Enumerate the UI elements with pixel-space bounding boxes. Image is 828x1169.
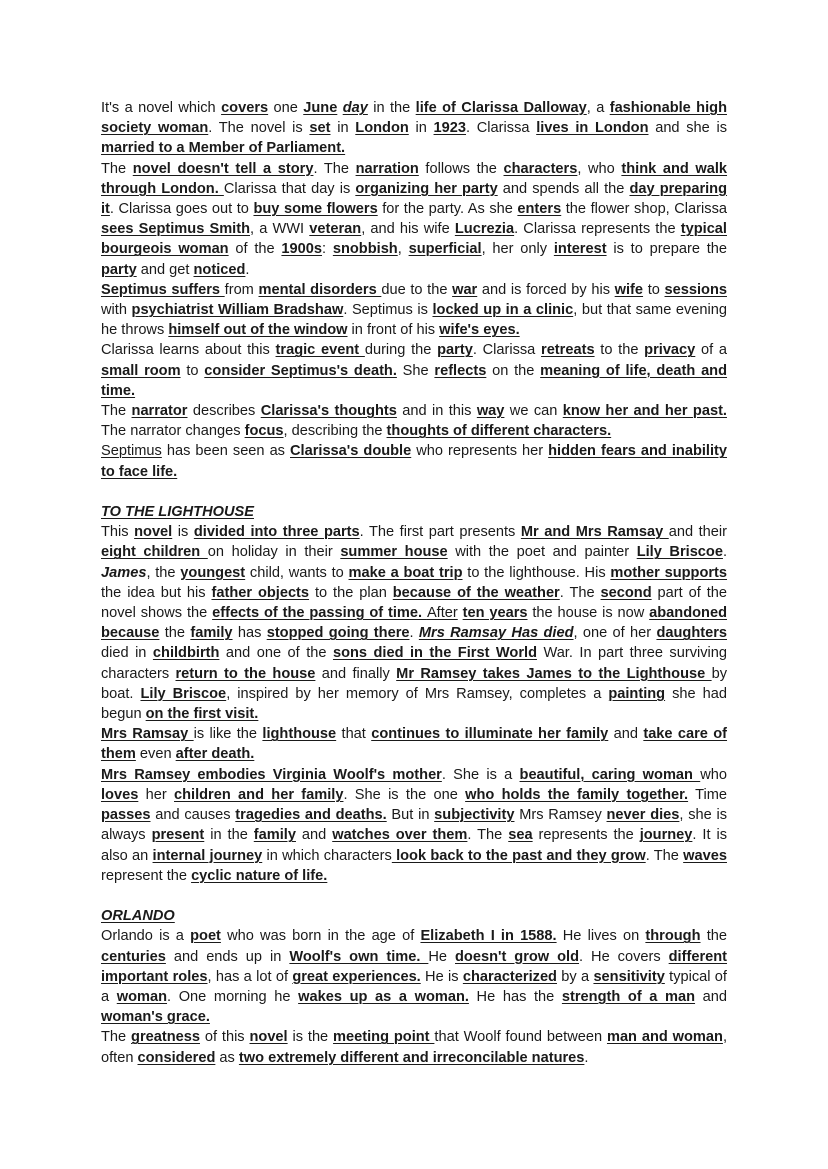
text-run: the — [700, 928, 727, 945]
paragraph — [101, 926, 727, 1027]
emphasized-text: buy some flowers — [253, 201, 378, 218]
emphasized-text: make a boat trip — [348, 564, 463, 581]
emphasized-text: wife's eyes. — [439, 322, 520, 339]
emphasized-text: through — [645, 928, 701, 945]
text-run: . The — [313, 160, 356, 177]
emphasized-text: internal journey — [152, 847, 263, 864]
emphasized-text: subjectivity — [434, 807, 515, 824]
text-run: and is forced by his — [477, 281, 615, 298]
text-run: But in — [386, 807, 435, 824]
emphasized-text: 1900s — [281, 241, 323, 258]
emphasized-text: return to the house — [175, 665, 316, 682]
emphasized-text: family — [190, 625, 233, 642]
text-run: who — [700, 766, 727, 783]
emphasized-text: veteran — [309, 221, 362, 238]
emphasized-text: covers — [221, 100, 269, 116]
text-run: has been seen as — [161, 443, 290, 460]
emphasized-text: reflects — [434, 362, 487, 379]
emphasized-text: novel — [249, 1029, 288, 1046]
text-run: It's a novel which — [101, 100, 222, 116]
emphasized-text: father objects — [211, 584, 310, 601]
emphasized-text: Mrs Ramsey embodies Virginia Woolf's mother — [101, 766, 442, 783]
text-run: the house is now — [527, 605, 650, 622]
emphasized-text: narrator — [131, 403, 188, 420]
text-run: and ends up in — [165, 948, 290, 965]
text-run: , but that same evening he throws — [101, 302, 727, 339]
emphasized-text: because of the weather — [392, 584, 560, 601]
text-run: the idea but his — [101, 584, 212, 601]
paragraph — [101, 280, 727, 341]
text-run: to the — [594, 342, 645, 359]
emphasized-text: characters — [503, 160, 578, 177]
paragraph — [101, 98, 727, 159]
emphasized-text: retreats — [541, 342, 595, 359]
text-run: to — [643, 281, 665, 298]
emphasized-text: Clarissa's double — [290, 443, 412, 460]
text-run: and causes — [150, 807, 236, 824]
text-run: , and his wife — [361, 221, 455, 238]
text-run: . The first part presents — [359, 524, 521, 541]
text-run: the flower shop, Clarissa — [561, 201, 727, 218]
text-run: , a — [586, 100, 610, 116]
text-run: in — [408, 120, 434, 137]
text-run: describes — [187, 403, 261, 420]
emphasized-text: woman — [116, 988, 168, 1005]
emphasized-text: two extremely different and irreconcilable natures — [238, 1049, 585, 1066]
text-run: , she is always — [101, 807, 727, 844]
emphasized-text: married to a Member of Parliament. — [101, 140, 346, 157]
paragraph — [101, 1027, 727, 1067]
section-heading: ORLANDO — [101, 908, 175, 925]
text-run: with — [101, 302, 132, 319]
text-run: , a WWI — [250, 221, 310, 238]
text-run: who was born in the age of — [220, 928, 421, 945]
text-run: The — [101, 160, 133, 177]
emphasized-text: who holds the family together. — [465, 786, 689, 803]
emphasized-text: life of Clarissa Dalloway — [415, 100, 587, 116]
text-run: . She is a — [441, 766, 520, 783]
emphasized-text: tragedies and deaths. — [235, 807, 387, 824]
emphasized-text: characterized — [462, 968, 557, 985]
text-run: , one of her — [573, 625, 657, 642]
emphasized-text: After — [426, 605, 458, 622]
emphasized-text: Mr Ramsey takes James to the Lighthouse — [396, 665, 712, 682]
text-run: . He covers — [579, 948, 669, 965]
emphasized-text: considered — [137, 1049, 216, 1066]
emphasized-text: Mr and Mrs Ramsay — [520, 524, 669, 541]
emphasized-text: day preparing it — [101, 180, 728, 218]
text-run: . — [245, 261, 250, 278]
emphasized-text: greatness — [131, 1029, 200, 1046]
text-run: in — [330, 120, 356, 137]
emphasized-text: interest — [553, 241, 607, 258]
emphasized-text: daughters — [656, 625, 727, 642]
text-run: . The — [467, 827, 509, 844]
text-run: even — [135, 746, 176, 763]
text-run: and finally — [315, 665, 397, 682]
emphasized-text: children and her family — [174, 786, 344, 803]
text-run: and she is — [648, 120, 728, 137]
text-run: who represents her — [411, 443, 549, 460]
emphasized-text: sons died in the First World — [332, 645, 537, 662]
emphasized-text: summer house — [340, 544, 448, 561]
emphasized-text: different important roles — [101, 948, 728, 985]
emphasized-text: set — [309, 120, 331, 137]
emphasized-text: look back to the past and they grow — [391, 847, 646, 864]
text-run: in the — [367, 100, 416, 116]
text-run: He has the — [468, 988, 562, 1005]
text-run: by a — [556, 968, 594, 985]
paragraph — [101, 724, 727, 764]
text-run: to the lighthouse. His — [462, 564, 611, 581]
emphasized-text: woman's grace. — [101, 1009, 210, 1026]
text-run: of a — [695, 342, 728, 359]
text-run: and get — [136, 261, 194, 278]
text-run: : — [322, 241, 333, 258]
text-run: that — [336, 726, 372, 743]
emphasized-text: wife — [614, 281, 644, 298]
text-run: is to prepare the — [606, 241, 728, 258]
text-run: . She is the one — [343, 786, 466, 803]
emphasized-text: party — [437, 342, 473, 359]
text-run: , describing the — [283, 423, 387, 440]
text-run: The narrator changes — [101, 423, 245, 440]
text-run: for the party. As she — [377, 201, 518, 218]
text-run: , her only — [481, 241, 554, 258]
emphasized-text: Lily Briscoe — [636, 544, 723, 561]
text-run: , — [397, 241, 409, 258]
section-to-the-lighthouse — [101, 502, 727, 886]
emphasized-text: consider Septimus's death. — [204, 362, 397, 379]
text-run: She — [396, 362, 435, 379]
text-run: represent the — [101, 867, 192, 884]
text-run: and spends all the — [497, 180, 630, 197]
emphasized-text: thoughts of different characters. — [386, 423, 612, 440]
emphasized-text: Lucrezia — [454, 221, 515, 238]
text-run: . The — [645, 847, 684, 864]
emphasized-text: stopped going there — [266, 625, 410, 642]
emphasized-text: doesn't grow old — [455, 948, 580, 965]
text-run: child, wants to — [245, 564, 349, 581]
emphasized-text: himself out of the window — [168, 322, 348, 339]
text-run: . Clarissa represents the — [514, 221, 681, 238]
emphasized-text: ten years — [462, 605, 528, 622]
emphasized-text: organizing her party — [355, 180, 498, 197]
text-run: This — [101, 524, 135, 541]
emphasized-text: privacy — [644, 342, 696, 359]
text-run: , has a lot of — [207, 968, 293, 985]
text-run: in front of his — [347, 322, 440, 339]
paragraph — [101, 340, 727, 401]
section-mrs-dalloway — [101, 98, 727, 482]
text-run: . The novel is — [208, 120, 310, 137]
text-run: . — [722, 544, 728, 561]
text-run: in the — [204, 827, 254, 844]
emphasized-text: sensitivity — [593, 968, 665, 985]
text-run: . Clarissa — [472, 342, 542, 359]
text-run: follows the — [418, 160, 504, 177]
emphasized-text: novel — [134, 524, 173, 541]
emphasized-text: Lily Briscoe — [140, 685, 227, 702]
text-run: and one of the — [219, 645, 333, 662]
emphasized-text: think and walk through London. — [101, 160, 728, 197]
emphasized-text: abandoned because — [101, 605, 727, 642]
text-run: the — [159, 625, 191, 642]
emphasized-text: party — [101, 261, 137, 278]
emphasized-text: 1923 — [433, 120, 467, 137]
emphasized-text: fashionable high society woman — [101, 100, 727, 137]
paragraph — [101, 401, 727, 441]
emphasized-text: Mrs Ramsay — [101, 726, 194, 743]
text-run: Clarissa that day is — [223, 180, 356, 197]
emphasized-text: never dies — [606, 807, 680, 824]
emphasized-text: loves — [101, 786, 139, 803]
text-run: and in this — [396, 403, 477, 420]
emphasized-text: continues to illuminate her family — [371, 726, 609, 743]
emphasized-text: psychiatrist William Bradshaw — [131, 302, 344, 319]
emphasized-text: mental disorders — [258, 281, 382, 298]
emphasized-text: sees Septimus Smith — [101, 221, 251, 238]
text-run: to — [180, 362, 205, 379]
emphasized-text: family — [253, 827, 296, 844]
emphasized-text: small room — [101, 362, 181, 379]
emphasized-text: noticed — [193, 261, 246, 278]
emphasized-text: second — [600, 584, 652, 601]
text-run: to the plan — [309, 584, 393, 601]
text-run: The — [101, 403, 132, 420]
text-run: , who — [577, 160, 622, 177]
emphasized-text: childbirth — [152, 645, 220, 662]
text-run: with the poet and painter — [447, 544, 637, 561]
text-run: , inspired by her memory of Mrs Ramsey, completes a — [226, 685, 609, 702]
text-run: represents the — [532, 827, 640, 844]
text-run: her — [138, 786, 174, 803]
emphasized-text: painting — [608, 685, 666, 702]
emphasized-text: Septimus — [101, 443, 162, 460]
text-run: , the — [146, 564, 181, 581]
text-run: part of the novel shows the — [101, 584, 727, 622]
emphasized-text: hidden fears and inability to face life. — [101, 443, 728, 480]
emphasized-text: watches over them — [332, 827, 468, 844]
emphasized-text: wakes up as a woman. — [298, 988, 469, 1005]
emphasized-text: typical bourgeois woman — [101, 221, 727, 258]
emphasized-text: on the first visit. — [145, 706, 259, 723]
text-run: War. In part three surviving characters — [101, 645, 727, 682]
text-run: and their — [668, 524, 728, 541]
text-run: as — [215, 1049, 239, 1066]
text-run: of this — [199, 1029, 250, 1046]
emphasized-text: London — [355, 120, 409, 137]
emphasized-text: novel doesn't tell a story — [132, 160, 314, 177]
paragraph — [101, 522, 727, 724]
text-run: during the — [364, 342, 438, 359]
text-run: of the — [228, 241, 282, 258]
emphasized-text: Clarissa's thoughts — [260, 403, 397, 420]
paragraph — [101, 441, 727, 481]
text-run: He is — [420, 968, 463, 985]
emphasized-text: enters — [517, 201, 562, 218]
emphasized-text: Woolf's own time. — [289, 948, 429, 965]
emphasized-text: centuries — [101, 948, 166, 965]
emphasized-text: journey — [639, 827, 693, 844]
emphasized-text: meeting point — [333, 1029, 435, 1046]
text-run: is — [172, 524, 194, 541]
paragraph — [101, 159, 727, 280]
paragraph — [101, 765, 727, 886]
text-run: and — [695, 988, 728, 1005]
emphasized-text: passes — [101, 807, 151, 824]
text-run: . Clarissa goes out to — [109, 201, 254, 218]
emphasized-text: way — [476, 403, 505, 420]
text-run: . One morning he — [167, 988, 299, 1005]
text-run: on the — [486, 362, 541, 379]
emphasized-text: man and woman — [606, 1029, 723, 1046]
emphasized-text: great experiences. — [292, 968, 421, 985]
text-run: and — [295, 827, 333, 844]
text-run: by boat. — [101, 665, 728, 702]
text-run: we can — [504, 403, 563, 420]
text-run: . It is also an — [101, 827, 728, 864]
text-run: died in — [101, 645, 153, 662]
emphasized-text: narration — [355, 160, 419, 177]
section-heading: TO THE LIGHTHOUSE — [101, 504, 254, 521]
text-run: and — [608, 726, 644, 743]
emphasized-text: focus — [244, 423, 284, 440]
emphasized-text: strength of a man — [561, 988, 696, 1005]
text-run: He lives on — [556, 928, 646, 945]
emphasized-text: June — [303, 100, 338, 116]
text-run: is like the — [193, 726, 263, 743]
emphasized-text: youngest — [180, 564, 246, 581]
emphasized-text: divided into three parts — [193, 524, 360, 541]
text-run: she had begun — [101, 685, 728, 723]
emphasized-text: mother supports — [610, 564, 728, 581]
text-run: typical of a — [101, 968, 727, 1005]
text-run: that Woolf found between — [434, 1029, 607, 1046]
text-run: one — [268, 100, 304, 116]
emphasized-text: after death. — [175, 746, 255, 763]
text-run: Mrs Ramsey — [514, 807, 607, 824]
text-run: Time — [688, 786, 727, 803]
emphasized-text: snobbish — [332, 241, 398, 258]
emphasized-text: beautiful, caring woman — [519, 766, 701, 783]
text-run: , often — [101, 1029, 727, 1066]
emphasized-text: present — [151, 827, 205, 844]
text-run: Clarissa learns about this — [101, 342, 276, 359]
text-run: in which characters — [262, 847, 392, 864]
emphasized-text: tragic event — [275, 342, 365, 359]
text-run: on holiday in their — [207, 544, 341, 561]
emphasized-text: war — [452, 281, 478, 298]
text-run: He — [428, 948, 456, 965]
text-run: has — [232, 625, 267, 642]
emphasized-text: meaning of life, death and time. — [101, 362, 728, 399]
text-run: . — [409, 625, 419, 642]
emphasized-text: James — [101, 564, 147, 581]
text-run: Orlando is a — [101, 928, 191, 945]
text-run: from — [224, 281, 259, 298]
emphasized-text: Elizabeth I in 1588. — [420, 928, 557, 945]
section-orlando — [101, 906, 727, 1068]
text-run: . Septimus is — [343, 302, 433, 319]
emphasized-text: waves — [683, 847, 727, 864]
emphasized-text: cyclic nature of life. — [191, 867, 328, 884]
emphasized-text: know her and her past. — [562, 403, 727, 420]
emphasized-text: sessions — [664, 281, 727, 298]
emphasized-text: lighthouse — [262, 726, 337, 743]
emphasized-text: eight children — [101, 544, 208, 561]
emphasized-text: day — [342, 100, 368, 116]
emphasized-text: take care of them — [101, 726, 728, 763]
emphasized-text: effects of the passing of time. — [212, 605, 427, 622]
text-run: is the — [287, 1029, 334, 1046]
emphasized-text: Septimus suffers — [101, 281, 225, 298]
emphasized-text: sea — [508, 827, 533, 844]
text-run: . The — [559, 584, 601, 601]
text-run: . Clarissa — [466, 120, 537, 137]
emphasized-text: superficial — [408, 241, 482, 258]
emphasized-text: lives in London — [536, 120, 649, 137]
text-run: The — [101, 1029, 132, 1046]
emphasized-text: Mrs Ramsay Has died — [418, 625, 574, 642]
emphasized-text: poet — [190, 928, 221, 945]
text-run: due to the — [381, 281, 453, 298]
text-run: . — [584, 1049, 589, 1066]
emphasized-text: locked up in a clinic — [432, 302, 574, 319]
